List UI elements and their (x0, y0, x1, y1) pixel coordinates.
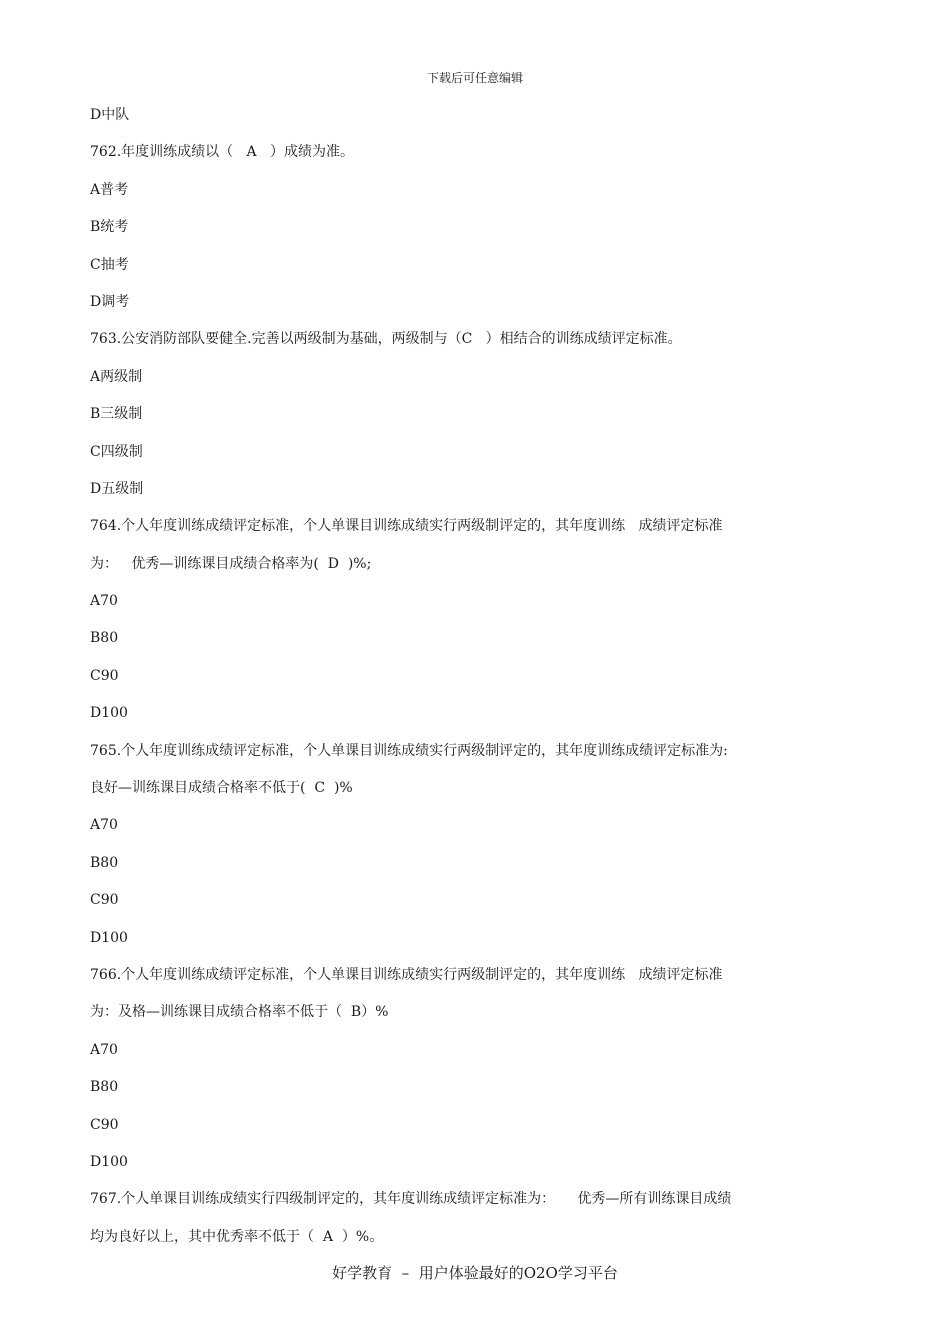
page-footer: 好学教育 – 用户体验最好的O2O学习平台 (332, 1264, 618, 1282)
option-line: D100 (90, 705, 128, 722)
option-line: D调考 (90, 293, 130, 310)
question-765-continued: 良好—训练课目成绩合格率不低于( C )% (90, 780, 353, 797)
option-line: D五级制 (90, 480, 144, 497)
option-line: C四级制 (90, 443, 143, 460)
page-header: 下载后可任意编辑 (426, 71, 523, 85)
option-line: A两级制 (90, 368, 143, 385)
question-764: 764.个人年度训练成绩评定标准，个人单课目训练成绩实行两级制评定的，其年度训练 成绩评定标准 (90, 518, 723, 535)
question-762: 762.年度训练成绩以（ A ）成绩为准。 (90, 144, 354, 161)
option-line: C抽考 (90, 256, 129, 273)
question-766-continued: 为：及格—训练课目成绩合格率不低于（ B）% (90, 1004, 389, 1021)
option-line: B80 (90, 1079, 119, 1096)
question-767-continued: 均为良好以上，其中优秀率不低于（ A ）%。 (90, 1228, 384, 1245)
option-line: C90 (90, 892, 119, 909)
option-line: D100 (90, 1153, 128, 1170)
question-765: 765.个人年度训练成绩评定标准，个人单课目训练成绩实行两级制评定的，其年度训练成绩评定标准为: (90, 742, 728, 759)
option-line: B三级制 (90, 406, 143, 423)
document-body (90, 100, 880, 1259)
question-764-continued: 为： 优秀—训练课目成绩合格率为( D )%; (90, 555, 372, 572)
question-767: 767.个人单课目训练成绩实行四级制评定的，其年度训练成绩评定标准为： 优秀—所有训练课目成绩 (90, 1191, 732, 1208)
option-line: D100 (90, 929, 128, 946)
option-line: A70 (90, 1041, 118, 1058)
option-line: C90 (90, 1116, 119, 1133)
option-line: A70 (90, 593, 118, 610)
question-766: 766.个人年度训练成绩评定标准，个人单课目训练成绩实行两级制评定的，其年度训练 成绩评定标准 (90, 966, 723, 983)
option-line: A70 (90, 817, 118, 834)
question-763: 763.公安消防部队要健全.完善以两级制为基础，两级制与（C ）相结合的训练成绩评定标准。 (90, 331, 682, 348)
option-line: B80 (90, 854, 119, 871)
option-line: A普考 (90, 181, 129, 198)
text-line: D中队 (90, 107, 130, 123)
option-line: B统考 (90, 219, 129, 236)
option-line: B80 (90, 630, 119, 647)
option-line: C90 (90, 667, 119, 684)
